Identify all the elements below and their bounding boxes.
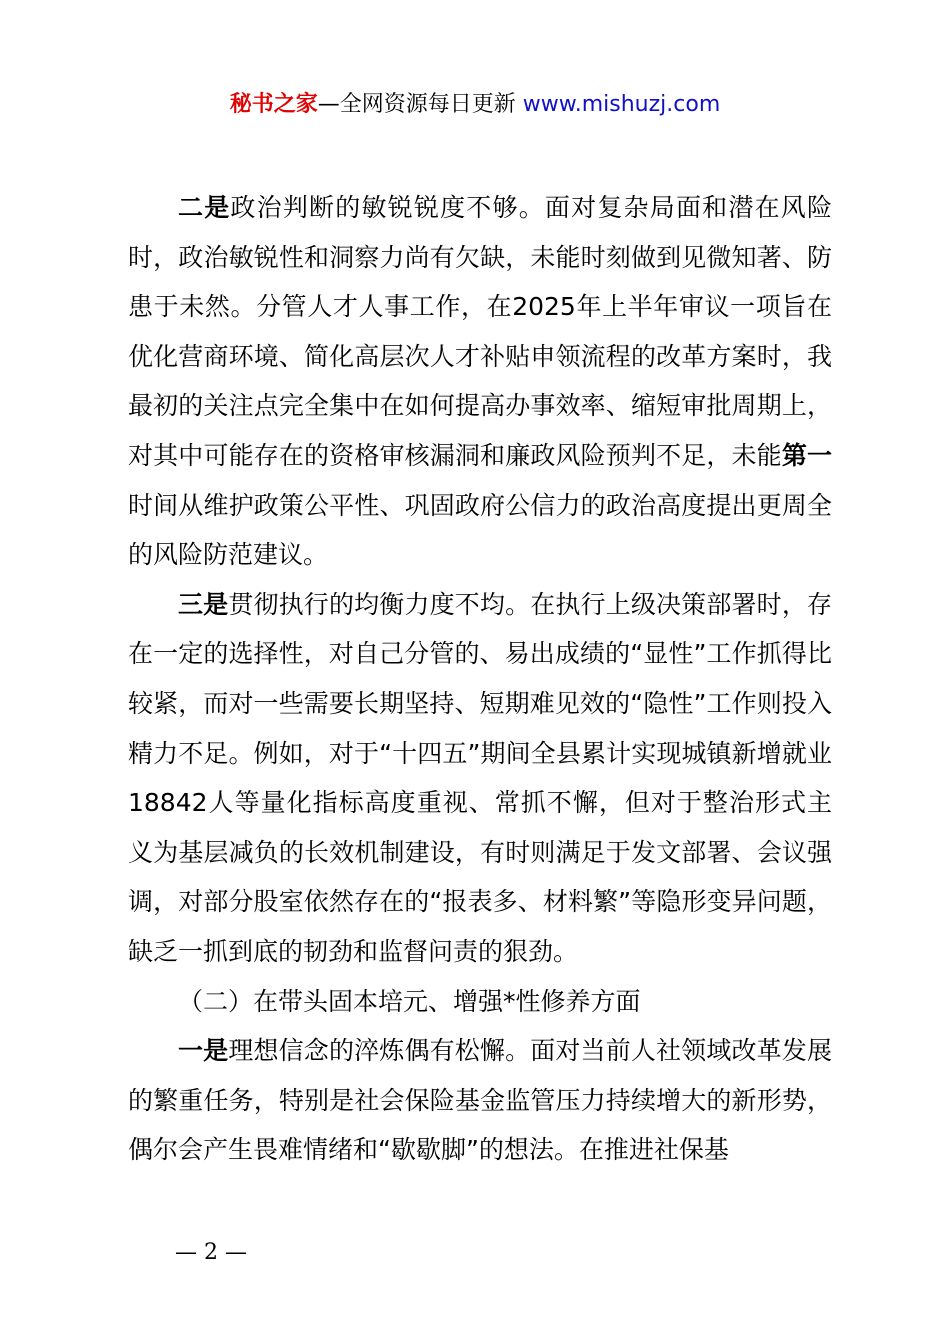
- paragraph-lead: 二是: [178, 193, 231, 222]
- paragraph-ideals: [128, 1026, 832, 1175]
- paragraph-implementation: [128, 580, 832, 977]
- header-tagline: —全网资源每日更新: [317, 92, 516, 117]
- paragraph-text: 政治判断的敏锐锐度不够。面对复杂局面和潜在风险时，政治敏锐性和洞察力尚有欠缺，未能时刻做到见微知著、防患于未然。分管人才人事工作，在2025年上半年审议一项旨在优化营商环境、简化高层次人才补贴申领流程的改革方案时，我最初的关注点完全集中在如何提高办事效率、缩短审批周期上，对其中可能存在的资格审核漏洞和廉政风险预判不足，未能: [128, 193, 832, 470]
- paragraph-lead: 一是: [178, 1036, 229, 1066]
- document-body: [128, 183, 832, 1175]
- site-url-link[interactable]: www.mishuzj.com: [522, 92, 721, 117]
- paragraph-political-judgment: [128, 183, 832, 580]
- paragraph-bold-phrase: 第一: [781, 440, 832, 470]
- paragraph-text: 理想信念的淬炼偶有松懈。面对当前人社领域改革发展的繁重任务，特别是社会保险基金监管压力持续增大的新形势，偶尔会产生畏难情绪和“歇歇脚”的想法。在推进社保基: [128, 1036, 832, 1165]
- paragraph-text-continued: 时间从维护政策公平性、巩固政府公信力的政治高度提出更周全的风险防范建议。: [128, 490, 832, 570]
- brand-name: 秘书之家: [229, 92, 318, 117]
- paragraph-text: 贯彻执行的均衡力度不均。在执行上级决策部署时，存在一定的选择性，对自己分管的、易出成绩的“显性”工作抓得比较紧，而对一些需要长期坚持、短期难见效的“隐性”工作则投入精力不足。例如，对于“十四五”期间全县累计实现城镇新增就业18842人等量化指标高度重视、常抓不懈，但对于整治形式主义为基层减负的长效机制建设，有时则满足于发文部署、会议强调，对部分股室依然存在的“报表多、材料繁”等隐形变异问题，缺乏一抓到底的韧劲和监督问责的狠劲。: [128, 589, 832, 966]
- site-header: [0, 88, 950, 122]
- page-number: — 2 —: [175, 1240, 247, 1265]
- paragraph-lead: 三是: [178, 589, 229, 619]
- section-heading: （二）在带头固本培元、增强*性修养方面: [178, 986, 641, 1016]
